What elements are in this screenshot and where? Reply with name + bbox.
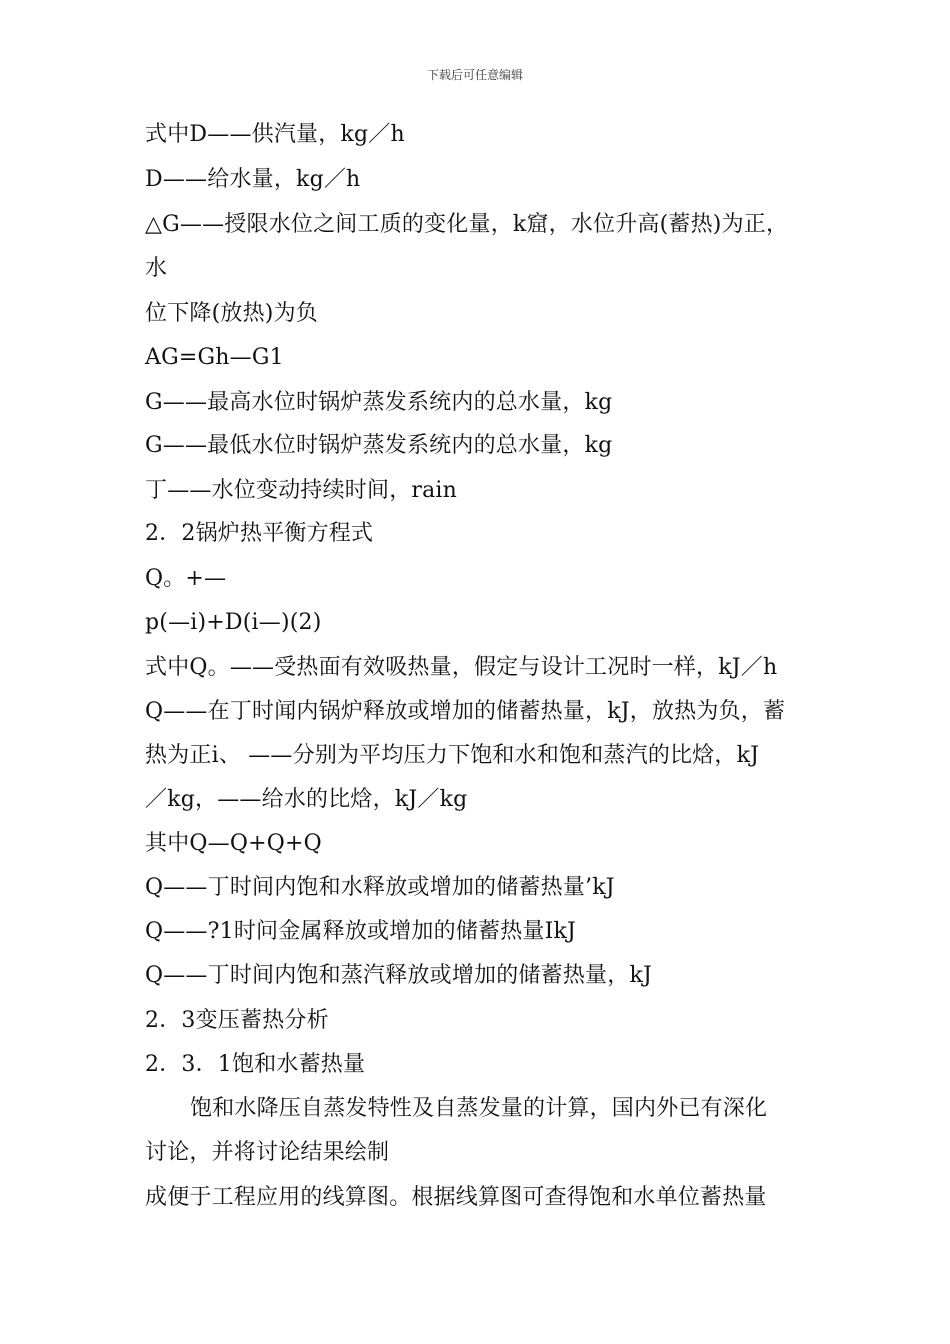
- text-line: 饱和水降压自蒸发特性及自蒸发量的计算，国内外已有深化: [190, 1096, 768, 1121]
- text-line: 其中Q—Q+Q+Q: [145, 831, 322, 856]
- text-line: D——给水量，kg／h: [145, 167, 361, 192]
- text-line: 式中D——供汽量，kg／h: [145, 122, 405, 147]
- text-line: Q——?1时问金属释放或增加的储蓄热量IkJ: [145, 919, 577, 944]
- text-line: Q——在丁时闻内锅炉释放或增加的储蓄热量，kJ，放热为负，蓄: [145, 699, 786, 724]
- text-line: 水: [145, 256, 168, 281]
- text-line: 2．2锅炉热平衡方程式: [145, 521, 374, 546]
- text-line: 讨论，并将讨论结果绘制: [145, 1140, 390, 1165]
- text-line: 式中Q。——受热面有效吸热量，假定与设计工况时一样，kJ／h: [145, 655, 778, 680]
- text-line: Q——丁时间内饱和水释放或增加的储蓄热量’kJ: [145, 875, 615, 900]
- text-line: G——最高水位时锅炉蒸发系统内的总水量，kg: [145, 390, 613, 415]
- text-line: 成便于工程应用的线算图。根据线算图可查得饱和水单位蓄热量: [145, 1185, 767, 1210]
- text-line: G——最低水位时锅炉蒸发系统内的总水量，kg: [145, 433, 613, 458]
- text-line: p(—i)+D(i—)(2): [145, 610, 322, 635]
- page-header: 下载后可任意编辑: [426, 68, 523, 82]
- text-line: 热为正i、 ——分别为平均压力下饱和水和饱和蒸汽的比焓，kJ: [145, 743, 760, 768]
- text-line: 位下降(放热)为负: [145, 301, 318, 326]
- text-line: △G——授限水位之间工质的变化量，k窟，水位升高(蓄热)为正，: [145, 212, 789, 237]
- text-line: 丁——水位变动持续时间，rain: [145, 478, 458, 503]
- text-line: Q。+—: [145, 566, 227, 591]
- text-line: ／kg，——给水的比焓，kJ／kg: [145, 787, 468, 812]
- text-line: 2．3．1饱和水蓄热量: [145, 1052, 366, 1077]
- text-line: AG=Gh—G1: [145, 345, 284, 370]
- text-line: Q——丁时间内饱和蒸汽释放或增加的储蓄热量，kJ: [145, 963, 652, 988]
- text-line: 2．3变压蓄热分析: [145, 1008, 329, 1033]
